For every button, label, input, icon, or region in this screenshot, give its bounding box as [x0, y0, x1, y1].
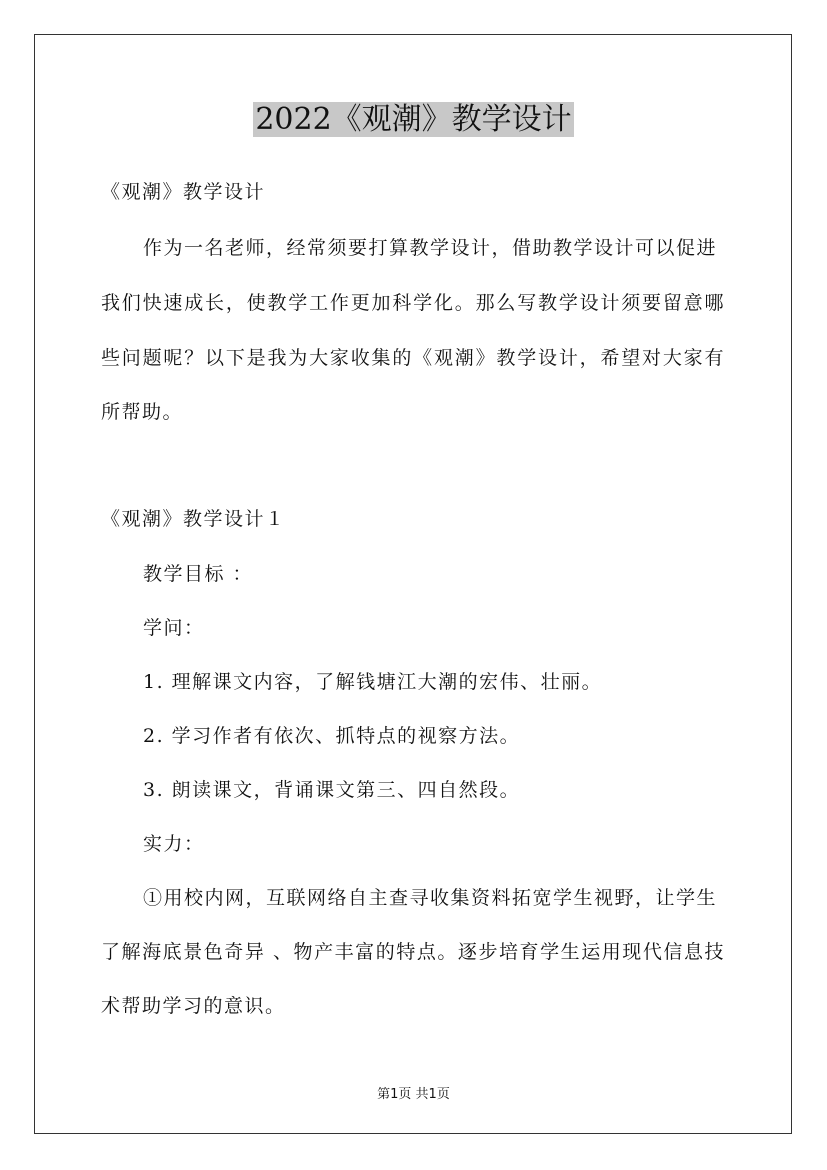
ability-line-1: ①用校内网，互联网络自主查寻收集资料拓宽学生视野，让学生 [143, 887, 718, 909]
intro-line-1: 作为一名老师，经常须要打算教学设计，借助教学设计可以促进 [143, 237, 718, 259]
intro-line-4: 所帮助。 [101, 401, 184, 423]
goals-label: 教学目标 ： [143, 563, 254, 585]
page-footer: 第1页 共1页 [377, 1087, 450, 1102]
goal-item-1: 1. 理解课文内容，了解钱塘江大潮的宏伟、壮丽。 [143, 671, 603, 693]
ability-label: 实力： [143, 833, 205, 855]
knowledge-label: 学问： [143, 617, 205, 639]
title-text: 2022《观潮》教学设计 [255, 102, 572, 137]
goal-item-2: 2. 学习作者有依次、抓特点的视察方法。 [143, 725, 521, 747]
ability-line-3: 术帮助学习的意识。 [101, 995, 286, 1017]
goal-item-3: 3. 朗读课文，背诵课文第三、四自然段。 [143, 779, 521, 801]
page-title [0, 100, 827, 140]
intro-line-3: 些问题呢？以下是我为大家收集的《观潮》教学设计，希望对大家有 [101, 347, 725, 369]
section-heading: 《观潮》教学设计１ [101, 508, 286, 530]
ability-line-2: 了解海底景色奇异 、物产丰富的特点。逐步培育学生运用现代信息技 [101, 941, 725, 963]
intro-line-2: 我们快速成长，使教学工作更加科学化。那么写教学设计须要留意哪 [101, 292, 725, 314]
subtitle: 《观潮》教学设计 [101, 181, 266, 203]
